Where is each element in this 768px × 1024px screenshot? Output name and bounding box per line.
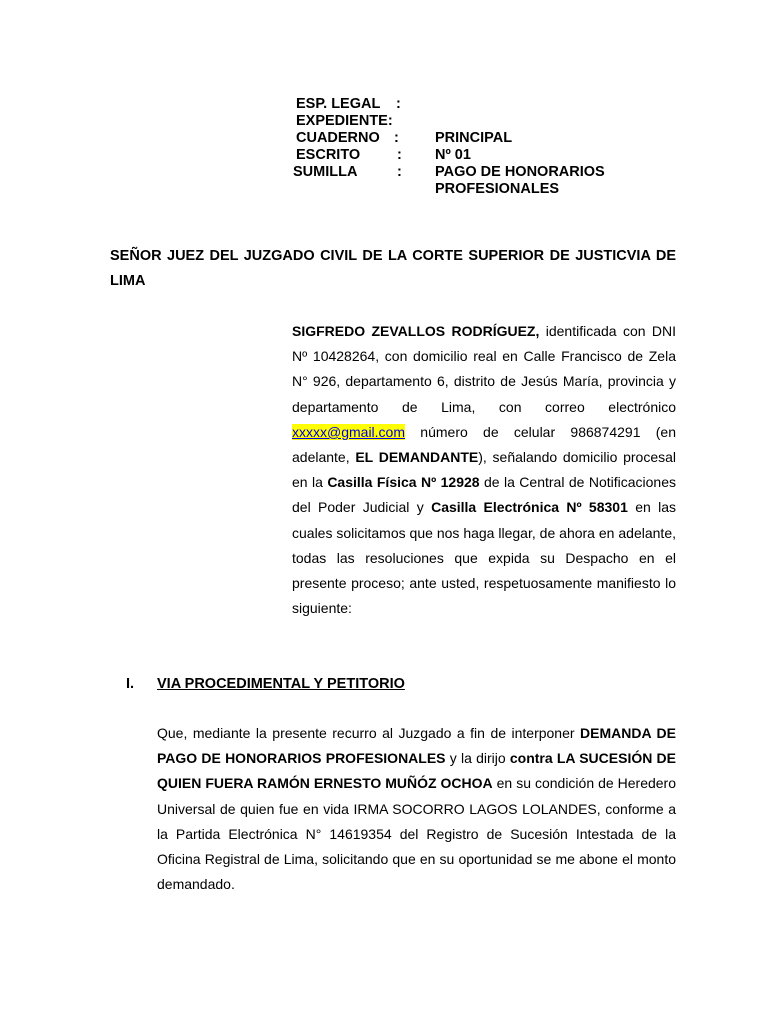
header-label: CUADERNO: [296, 130, 380, 146]
header-label: ESP. LEGAL: [296, 96, 381, 112]
intro-text-3: ), señalando domicilio procesal en la: [292, 449, 677, 491]
intro-text-4: de la Central de Notificaciones del Poder Judicial y: [292, 474, 676, 516]
plaintiff-name: SIGFREDO ZEVALLOS RODRÍGUEZ,: [292, 323, 540, 339]
demandante-label: EL DEMANDANTE: [355, 449, 479, 466]
header-label: EXPEDIENTE:: [296, 113, 393, 129]
section-title: VIA PROCEDIMENTAL Y PETITORIO: [157, 676, 405, 692]
header-colon: :: [396, 96, 401, 112]
addressee-heading: SEÑOR JUEZ DEL JUZGADO CIVIL DE LA CORTE SUPERIOR DE JUSTICVIA DE LIMA: [110, 248, 676, 289]
header-value-sumilla-cont: PROFESIONALES: [435, 181, 560, 197]
header-label: ESCRITO: [296, 147, 361, 163]
header-colon: :: [397, 164, 402, 180]
section-number: I.: [126, 676, 135, 692]
header-label: SUMILLA: [293, 164, 358, 180]
casilla-fisica: Casilla Física Nº 12928: [327, 474, 480, 491]
header-value-sumilla: PAGO DE HONORARIOS: [435, 164, 605, 180]
casilla-electronica: Casilla Electrónica Nº 58301: [431, 499, 628, 516]
header-value-cuaderno: PRINCIPAL: [435, 130, 513, 146]
petitorio-text-3: en su condición de Heredero Universal de quien fue en vida IRMA SOCORRO LAGOS LOLANDES, conforme a la Partida Electrónica N° 14619354 del Registro de Sucesión Intestada de la Oficina Registral de Lima, solicitando que en su oportunidad se me abone el monto demandado.: [157, 775, 676, 893]
petitorio-text-2: y la dirijo: [445, 750, 510, 767]
intro-paragraph: [292, 319, 676, 621]
header-colon: :: [394, 130, 399, 146]
email-link[interactable]: xxxxx@gmail.com: [292, 423, 406, 440]
demanda-label: DEMANDA DE PAGO DE HONORARIOS PROFESIONALES: [157, 725, 676, 767]
header-value-escrito: Nº 01: [435, 147, 471, 163]
header-colon: :: [397, 147, 402, 163]
petitorio-paragraph: [157, 721, 676, 897]
intro-text-1: identificada con DNI Nº 10428264, con domicilio real en Calle Francisco de Zela N° 926, departamento 6, distrito de Jesús María, provincia y departamento de Lima, con correo electrónico: [292, 323, 676, 415]
intro-text-2: número de celular 986874291 (en adelante,: [292, 423, 676, 466]
intro-text-5: en las cuales solicitamos que nos haga llegar, de ahora en adelante, todas las resoluciones que expida su Despacho en el presente proceso; ante usted, respetuosamente manifiesto lo siguiente:: [292, 499, 676, 617]
contra-label: contra LA SUCESIÓN DE QUIEN FUERA RAMÓN ERNESTO MUÑÓZ OCHOA: [157, 750, 677, 792]
petitorio-text-1: Que, mediante la presente recurro al Juzgado a fin de interponer: [157, 725, 581, 741]
